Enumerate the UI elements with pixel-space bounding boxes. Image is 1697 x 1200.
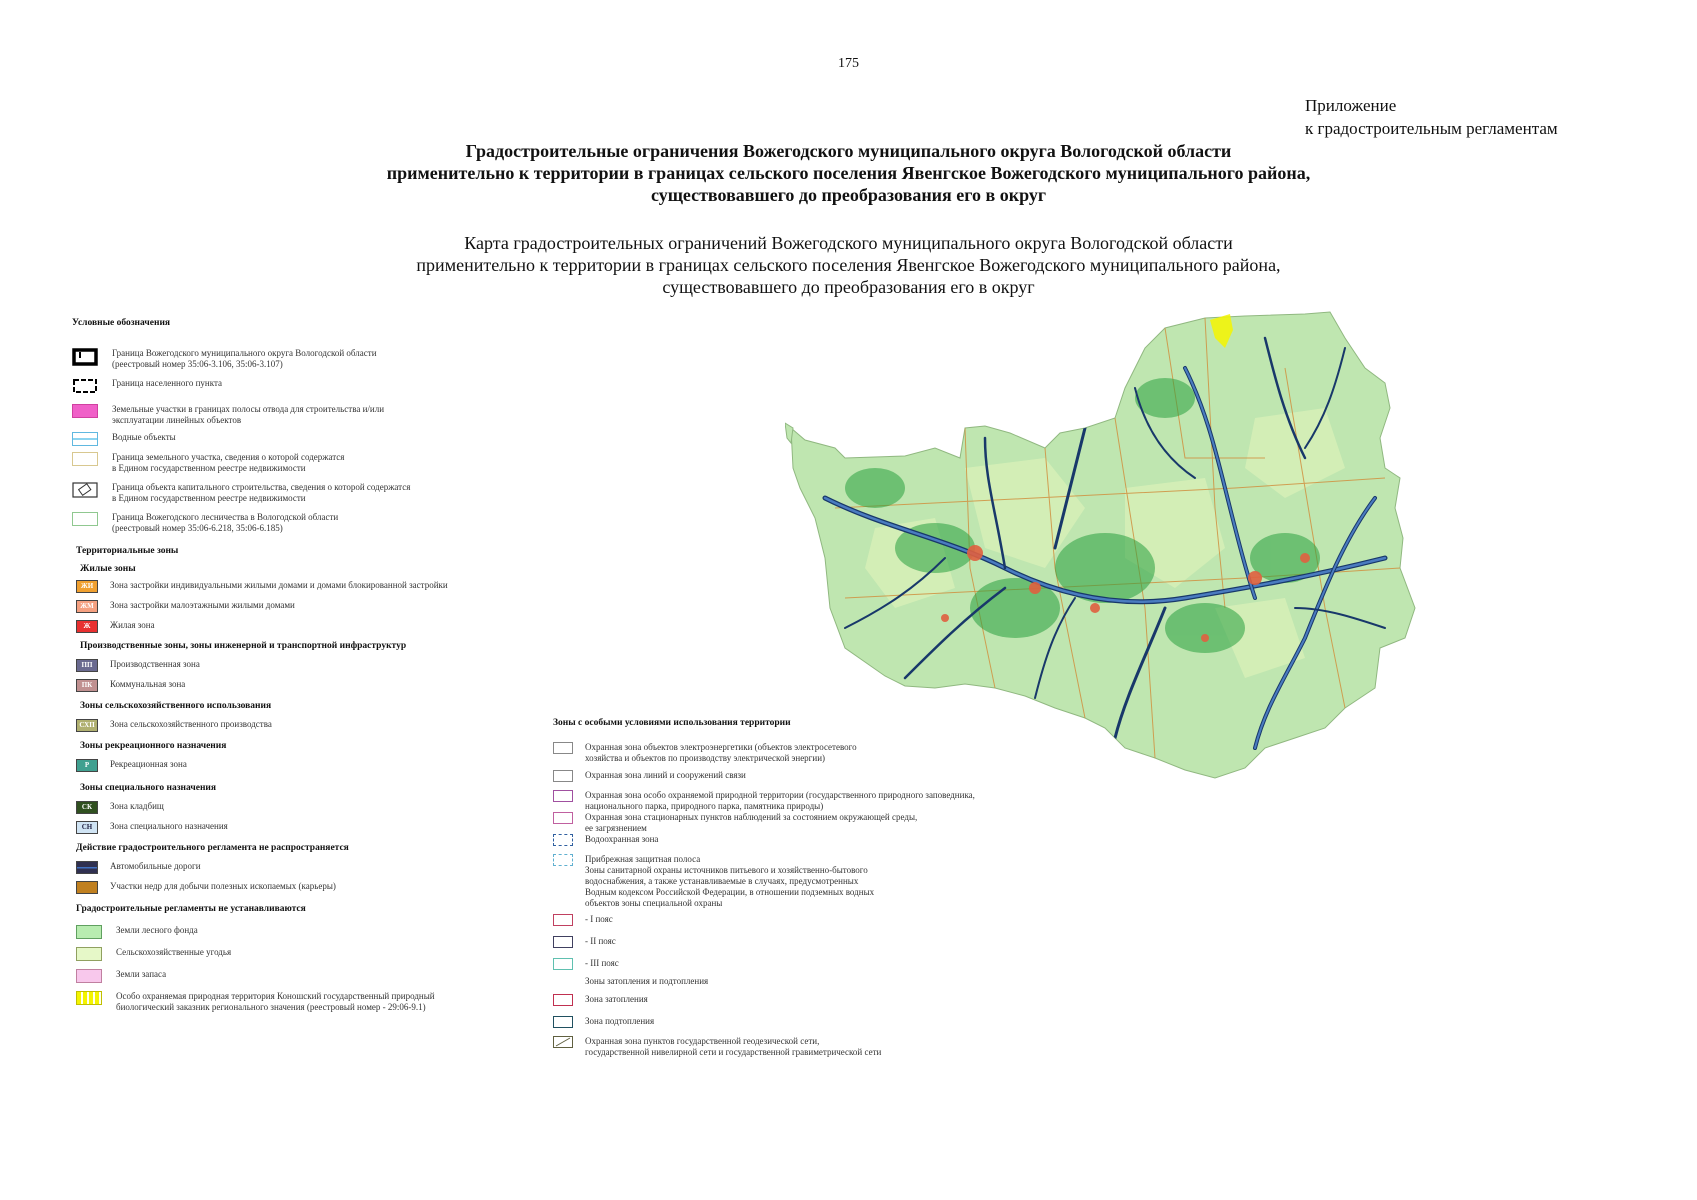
- residential-zones-heading: Жилые зоны: [80, 564, 136, 574]
- flood-zone-swatch: [553, 994, 573, 1006]
- recreation-zones-heading: Зоны рекреационного назначения: [80, 741, 227, 751]
- water-swatch: [72, 432, 98, 446]
- territorial-zones-heading: Территориальные зоны: [76, 546, 179, 556]
- zone-r-swatch: Р: [76, 759, 98, 772]
- legend-item-observation-zone: Охранная зона стационарных пунктов наблюдений за состоянием окружающей среды, ее загрязнением: [553, 812, 917, 834]
- zone-zhm-swatch: ЖМ: [76, 600, 98, 613]
- forest-lands-swatch: [76, 925, 102, 939]
- agri-zones-heading: Зоны сельскохозяйственного использования: [80, 701, 272, 711]
- belt-2-swatch: [553, 936, 573, 948]
- legend-item-quarries: Участки недр для добычи полезных ископаемых (карьеры): [76, 881, 336, 894]
- appendix-note: [1305, 94, 1558, 140]
- no-regulation-heading: Действие градостроительного регламента не распространяется: [76, 843, 349, 853]
- legend-item-building: Граница объекта капитального строительства, сведения о которой содержатся в Едином государственном реестре недвижимости: [72, 482, 410, 504]
- legend-item-zone-pp: ПП Производственная зона: [76, 659, 200, 672]
- legend-item-zone-sk: СК Зона кладбищ: [76, 801, 164, 814]
- zone-zh-swatch: Ж: [76, 620, 98, 633]
- legend-item-belt-3: - III пояс: [553, 958, 619, 970]
- map-subtitle: [0, 232, 1697, 298]
- building-boundary-icon: [72, 482, 98, 498]
- water-protection-zone-swatch: [553, 834, 573, 846]
- zone-sn-swatch: СН: [76, 821, 98, 834]
- legend-item-protected-area-zone: Охранная зона особо охраняемой природной территории (государственного природного заповедника, национального парка, природного парка, памятника природы): [553, 790, 975, 812]
- linear-plots-swatch: [72, 404, 98, 418]
- appendix-line-2: к градостроительным регламентам: [1305, 119, 1558, 138]
- legend-item-zone-zhi: ЖИ Зона застройки индивидуальными жилыми домами и домами блокированной застройки: [76, 580, 448, 593]
- protected-area-swatch: [76, 991, 102, 1005]
- zone-sk-swatch: СК: [76, 801, 98, 814]
- appendix-line-1: Приложение: [1305, 96, 1397, 115]
- zone-pk-swatch: ПК: [76, 679, 98, 692]
- geodetic-zone-icon: [553, 1036, 573, 1048]
- subtitle-line-1: Карта градостроительных ограничений Вожегодского муниципального округа Вологодской области: [464, 233, 1233, 253]
- settlement-boundary-icon: [72, 378, 98, 394]
- belt-1-swatch: [553, 914, 573, 926]
- subtitle-line-3: существовавшего до преобразования его в округ: [662, 277, 1035, 297]
- roads-swatch: [76, 861, 98, 874]
- legend-item-protected-area: Особо охраняемая природная территория Коношский государственный природный биологический заказник регионального значения (реестровый номер - 29:06-9.1): [76, 991, 435, 1013]
- legend-heading: Условные обозначения: [72, 318, 171, 328]
- district-boundary-icon: [72, 348, 98, 366]
- legend-item-reserve-lands: Земли запаса: [76, 969, 166, 983]
- quarries-swatch: [76, 881, 98, 894]
- reserve-lands-swatch: [76, 969, 102, 983]
- zone-pp-swatch: ПП: [76, 659, 98, 672]
- not-established-heading: Градостроительные регламенты не устанавливаются: [76, 904, 306, 914]
- legend-item-coastal-strip: Прибрежная защитная полоса Зоны санитарной охраны источников питьевого и хозяйственно-бытового водоснабжения, а также устанавливаемые в случаях, предусмотренных Водным кодексом Российской Федерации, в отношении подземных водных объектов зоны специальной охраны: [553, 854, 874, 909]
- legend-item-district-boundary: Граница Вожегодского муниципального округа Вологодской области (реестровый номер 35:06-3.106, 35:06-3.107): [72, 348, 377, 370]
- legend-item-settlement-boundary: Граница населенного пункта: [72, 378, 222, 394]
- legend-item-power-zone: Охранная зона объектов электроэнергетики (объектов электросетевого хозяйства и объектов по производству электрической энергии): [553, 742, 857, 764]
- page-title: [0, 140, 1697, 206]
- legend-item-flood-heading: Зоны затопления и подтопления: [585, 976, 709, 986]
- legend-item-zone-zhm: ЖМ Зона застройки малоэтажными жилыми домами: [76, 600, 295, 613]
- protected-area-zone-swatch: [553, 790, 573, 802]
- legend-item-belt-1: - I пояс: [553, 914, 613, 926]
- power-zone-swatch: [553, 742, 573, 754]
- belt-3-swatch: [553, 958, 573, 970]
- zone-zhi-swatch: ЖИ: [76, 580, 98, 593]
- land-parcel-swatch: [72, 452, 98, 466]
- legend-item-roads: Автомобильные дороги: [76, 861, 201, 874]
- legend-item-underflood-zone: Зона подтопления: [553, 1016, 654, 1028]
- production-zones-heading: Производственные зоны, зоны инженерной и транспортной инфраструктур: [80, 641, 407, 651]
- observation-zone-swatch: [553, 812, 573, 824]
- legend-item-geodetic-zone: Охранная зона пунктов государственной геодезической сети, государственной нивелирной сети и государственной гравиметрической сети: [553, 1036, 881, 1058]
- page-number: 175: [838, 56, 859, 71]
- agri-lands-swatch: [76, 947, 102, 961]
- legend-item-zone-shp: СХП Зона сельскохозяйственного производства: [76, 719, 272, 732]
- legend-item-belt-2: - II пояс: [553, 936, 616, 948]
- legend-item-zone-pk: ПК Коммунальная зона: [76, 679, 185, 692]
- legend-item-communication-zone: Охранная зона линий и сооружений связи: [553, 770, 746, 782]
- zone-shp-swatch: СХП: [76, 719, 98, 732]
- underflood-zone-swatch: [553, 1016, 573, 1028]
- forestry-swatch: [72, 512, 98, 526]
- subtitle-line-2: применительно к территории в границах сельского поселения Явенгское Вожегодского муниципального района,: [416, 255, 1281, 275]
- legend-item-water: Водные объекты: [72, 432, 176, 446]
- legend-item-forestry: Граница Вожегодского лесничества в Вологодской области (реестровый номер 35:06-6.218, 35:06-6.185): [72, 512, 338, 534]
- title-line-1: Градостроительные ограничения Вожегодского муниципального округа Вологодской области: [465, 141, 1232, 161]
- coastal-strip-swatch: [553, 854, 573, 866]
- legend-item-water-protection-zone: Водоохранная зона: [553, 834, 658, 846]
- legend-item-linear-plots: Земельные участки в границах полосы отвода для строительства и/или эксплуатации линейных объектов: [72, 404, 384, 426]
- title-line-2: применительно к территории в границах сельского поселения Явенгское Вожегодского муниципального района,: [386, 163, 1311, 183]
- legend-item-flood-zone: Зона затопления: [553, 994, 648, 1006]
- legend-item-land-parcel: Граница земельного участка, сведения о которой содержатся в Едином государственном реестре недвижимости: [72, 452, 344, 474]
- legend-item-zone-sn: СН Зона специального назначения: [76, 821, 228, 834]
- special-conditions-heading: Зоны с особыми условиями использования территории: [553, 718, 791, 728]
- legend-item-agri-lands: Сельскохозяйственные угодья: [76, 947, 231, 961]
- communication-zone-swatch: [553, 770, 573, 782]
- district-map: [785, 308, 1535, 788]
- legend-item-forest-lands: Земли лесного фонда: [76, 925, 198, 939]
- legend-item-zone-zh: Ж Жилая зона: [76, 620, 155, 633]
- special-zones-heading: Зоны специального назначения: [80, 783, 217, 793]
- legend-item-zone-r: Р Рекреационная зона: [76, 759, 187, 772]
- title-line-3: существовавшего до преобразования его в округ: [650, 185, 1047, 205]
